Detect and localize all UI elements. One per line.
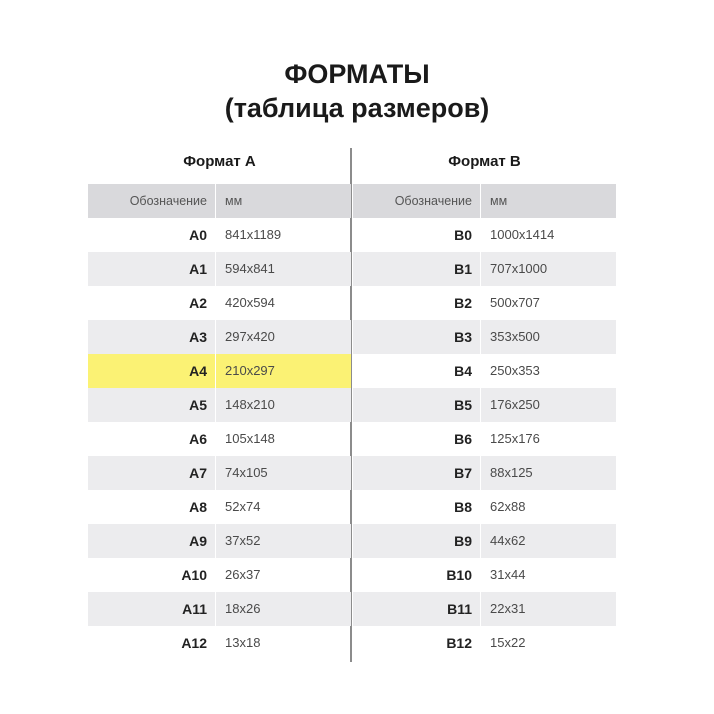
- column-separator: [480, 456, 481, 490]
- column-separator: [215, 388, 216, 422]
- format-size: 297x420: [225, 329, 275, 344]
- format-designation: A5: [189, 397, 207, 413]
- table-row: [88, 354, 351, 388]
- page-title: ФОРМАТЫ: [284, 59, 430, 89]
- format-designation: A11: [182, 601, 207, 617]
- table-row: [88, 558, 351, 592]
- format-designation: B6: [454, 431, 472, 447]
- format-size: 420x594: [225, 295, 275, 310]
- table-row: [353, 286, 616, 320]
- format-designation: A9: [189, 533, 207, 549]
- format-size: 22x31: [490, 601, 526, 616]
- format-size: 13x18: [225, 635, 261, 650]
- column-separator: [480, 524, 481, 558]
- table-row: [353, 320, 616, 354]
- format-b-rows: [353, 218, 616, 660]
- format-size: 105x148: [225, 431, 275, 446]
- table-row: [353, 490, 616, 524]
- format-designation: A1: [189, 261, 207, 277]
- table-row: [353, 456, 616, 490]
- table-row: [353, 558, 616, 592]
- column-separator: [215, 490, 216, 524]
- format-designation: A3: [189, 329, 207, 345]
- table-row: [88, 286, 351, 320]
- format-size: 707x1000: [490, 261, 548, 276]
- format-designation: A6: [189, 431, 207, 447]
- table-row: [88, 456, 351, 490]
- column-separator: [480, 388, 481, 422]
- table-row: [353, 524, 616, 558]
- table-row: [353, 422, 616, 456]
- column-separator: [215, 422, 216, 456]
- format-designation: A2: [189, 295, 207, 311]
- column-separator: [215, 184, 216, 218]
- table-row: [353, 218, 616, 252]
- column-separator: [480, 490, 481, 524]
- format-size: 52x74: [225, 499, 261, 514]
- format-designation: B2: [454, 295, 472, 311]
- format-designation: B8: [454, 499, 472, 515]
- column-separator: [480, 558, 481, 592]
- column-separator: [215, 252, 216, 286]
- format-size: 841x1189: [225, 227, 282, 242]
- column-separator: [480, 252, 481, 286]
- table-row: [88, 388, 351, 422]
- format-b-header-row: [353, 184, 616, 218]
- format-designation: A7: [189, 465, 207, 481]
- format-size: 176x250: [490, 397, 540, 412]
- format-designation: B0: [454, 227, 472, 243]
- column-separator: [215, 456, 216, 490]
- column-separator: [215, 626, 216, 660]
- column-separator: [480, 320, 481, 354]
- column-separator: [480, 592, 481, 626]
- column-separator: [480, 422, 481, 456]
- column-separator: [215, 286, 216, 320]
- format-size: 26x37: [225, 567, 261, 582]
- designation-header: Обозначение: [394, 194, 472, 208]
- format-designation: A4: [189, 363, 207, 379]
- column-separator: [480, 184, 481, 218]
- column-separator: [215, 354, 216, 388]
- format-designation: A8: [189, 499, 207, 515]
- format-designation: B3: [454, 329, 472, 345]
- format-size: 1000x1414: [490, 227, 555, 242]
- format-size: 594x841: [225, 261, 275, 276]
- table-row: [88, 218, 351, 252]
- format-a-caption: Формат А: [183, 153, 256, 170]
- page-subtitle: (таблица размеров): [224, 93, 490, 123]
- column-separator: [215, 592, 216, 626]
- table-row: [353, 592, 616, 626]
- format-size: 500x707: [490, 295, 540, 310]
- format-designation: B12: [446, 635, 472, 651]
- format-designation: B4: [454, 363, 472, 379]
- format-size: 15x22: [490, 635, 526, 650]
- column-separator: [480, 218, 481, 252]
- column-separator: [215, 218, 216, 252]
- size-header: мм: [225, 194, 243, 208]
- format-a-header-row: [88, 184, 351, 218]
- table-row: [88, 626, 351, 660]
- table-row: [88, 320, 351, 354]
- format-size: 74x105: [225, 465, 268, 480]
- table-row: [353, 626, 616, 660]
- column-separator: [215, 320, 216, 354]
- format-size: 353x500: [490, 329, 540, 344]
- format-size: 148x210: [225, 397, 275, 412]
- format-designation: B9: [454, 533, 472, 549]
- column-separator: [480, 626, 481, 660]
- format-size: 62x88: [490, 499, 526, 514]
- format-designation: B10: [446, 567, 472, 583]
- format-size: 250x353: [490, 363, 540, 378]
- format-a-rows: [88, 218, 351, 660]
- format-designation: A12: [181, 635, 207, 651]
- format-designation: B5: [454, 397, 472, 413]
- table-row: [88, 252, 351, 286]
- designation-header: Обозначение: [129, 194, 207, 208]
- column-separator: [480, 354, 481, 388]
- column-separator: [215, 524, 216, 558]
- table-row: [353, 388, 616, 422]
- format-designation: B1: [454, 261, 472, 277]
- format-size: 18x26: [225, 601, 261, 616]
- table-row: [88, 490, 351, 524]
- format-size: 88x125: [490, 465, 533, 480]
- column-separator: [480, 286, 481, 320]
- format-size: 44x62: [490, 533, 526, 548]
- format-size: 31x44: [490, 567, 526, 582]
- format-b-table: [353, 148, 616, 660]
- format-size: 125x176: [490, 431, 540, 446]
- format-designation: A10: [181, 567, 207, 583]
- size-header: мм: [490, 194, 508, 208]
- column-separator: [215, 558, 216, 592]
- table-row: [88, 422, 351, 456]
- format-b-caption: Формат В: [448, 153, 521, 170]
- format-designation: B7: [454, 465, 472, 481]
- format-size: 210x297: [225, 363, 275, 378]
- table-row: [88, 592, 351, 626]
- format-size: 37x52: [225, 533, 261, 548]
- format-designation: A0: [189, 227, 207, 243]
- table-row: [88, 524, 351, 558]
- table-row: [353, 252, 616, 286]
- table-row: [353, 354, 616, 388]
- format-designation: B11: [447, 601, 472, 617]
- format-a-table: [88, 148, 351, 660]
